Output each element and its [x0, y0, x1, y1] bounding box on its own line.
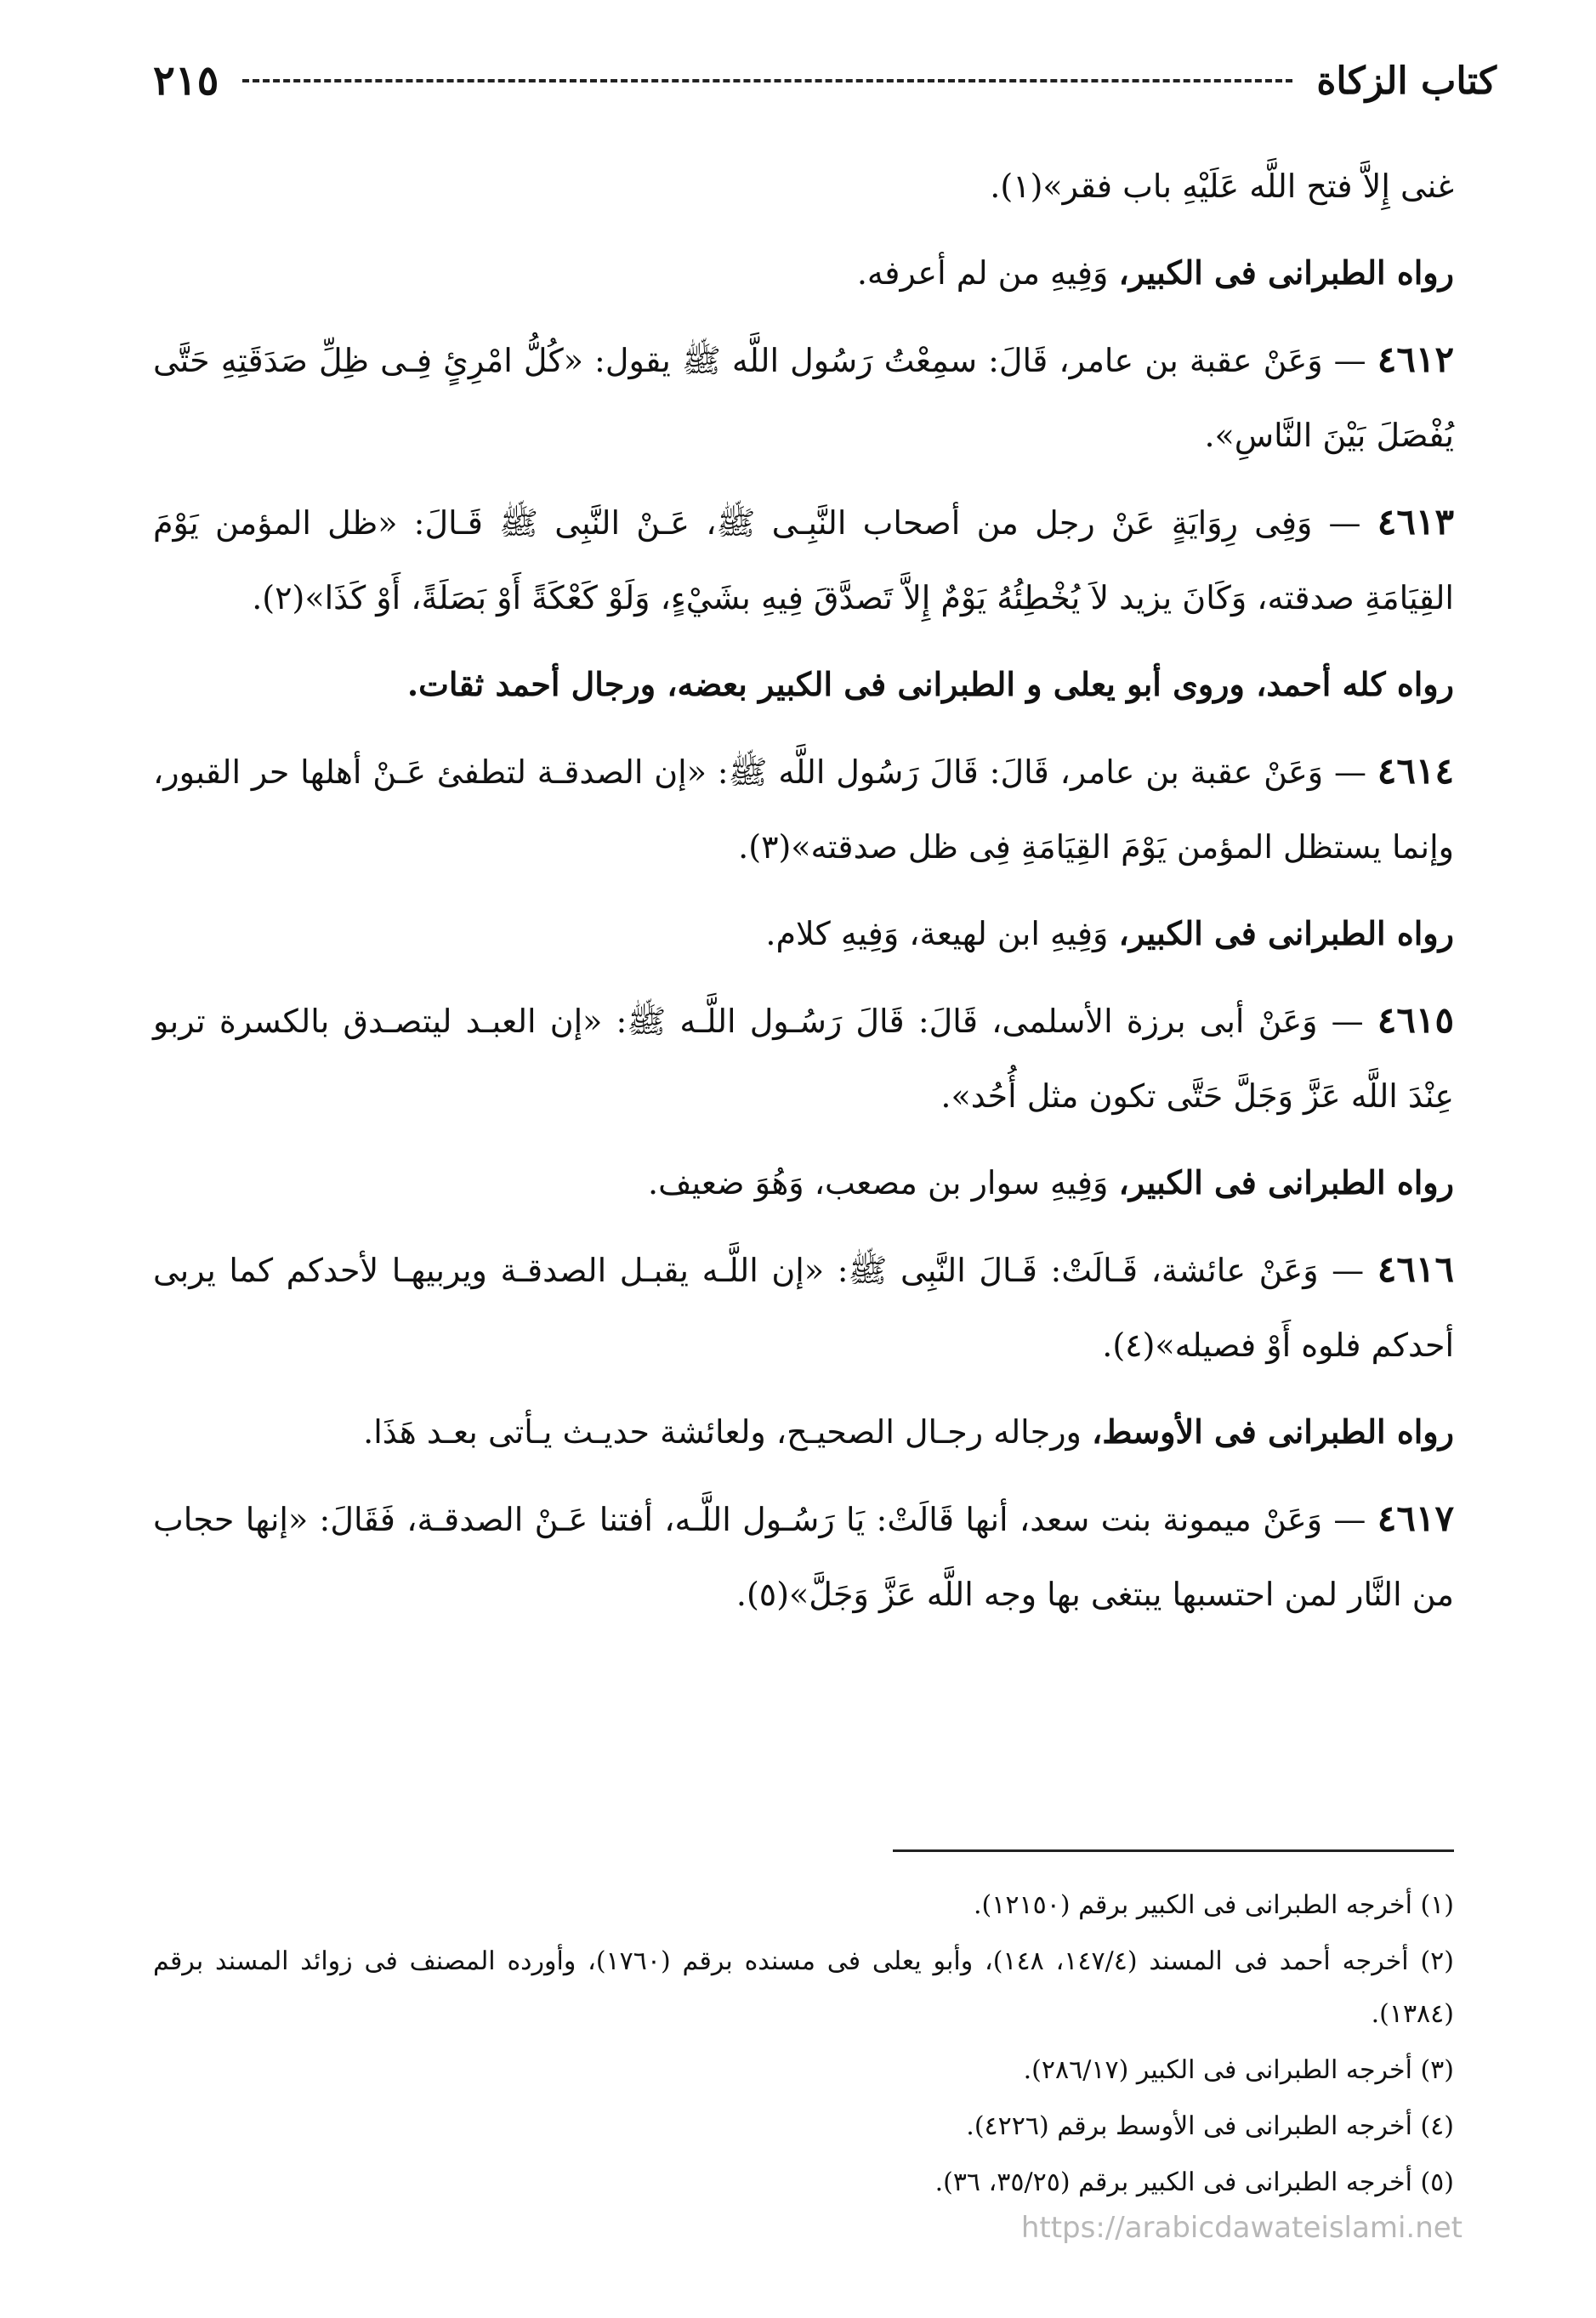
hadith-4613 — [153, 485, 1454, 635]
footnote: (٥) أخرجه الطبرانى فى الكبير برقم (٣٥/٢٥، ٣٦). — [934, 2167, 1454, 2197]
source-note: رواه الطبرانى فى الكبير، — [1118, 1163, 1454, 1202]
page-header — [153, 51, 1497, 111]
header-dashed-rule — [242, 79, 1292, 82]
hadith-text: — وَعَنْ عائشة، قَـالَتْ: قَـالَ النَّبِى ﷺ: «إن اللَّـه يقبـل الصدقـة ويربيهـا لأحدكم كما يربى أحدكم فلوه أَوْ فصيله»(٤). — [153, 1252, 1454, 1364]
paragraph — [153, 149, 1454, 224]
paragraph — [153, 1145, 1454, 1220]
page-number: ٢١٥ — [153, 57, 219, 105]
paragraph-text: غنى إِلاَّ فتح اللَّه عَلَيْهِ باب فقر»(١). — [990, 168, 1454, 205]
hadith-number: ٤٦١٣ — [1377, 501, 1454, 543]
hadith-4612 — [153, 322, 1454, 473]
footnotes — [153, 1879, 1454, 2213]
hadith-4615 — [153, 983, 1454, 1133]
hadith-text: — وَعَنْ ميمونة بنت سعد، أنها قَالَتْ: يَا رَسُـول اللَّـه، أفتنا عَـنْ الصدقـة، فَقَالَ: «إنها حجاب من النَّار لمن احتسبها يبتغى بها وجه اللَّه عَزَّ وَجَلَّ»(٥). — [153, 1501, 1454, 1613]
paragraph — [153, 647, 1454, 722]
paragraph — [153, 896, 1454, 971]
hadith-text: — وَعَنْ أبى برزة الأسلمى، قَالَ: قَالَ رَسُـول اللَّـه ﷺ: «إن العبـد ليتصـدق بالكسرة تربو عِنْدَ اللَّه عَزَّ وَجَلَّ حَتَّى تكون مثل أُحُد». — [153, 1003, 1454, 1115]
hadith-4614 — [153, 734, 1454, 884]
footnote: (١) أخرجه الطبرانى فى الكبير برقم (١٢١٥٠). — [974, 1890, 1454, 1920]
hadith-number: ٤٦١٤ — [1377, 750, 1454, 792]
paragraph-text: وَفِيهِ سوار بن مصعب، وَهُوَ ضعيف. — [648, 1164, 1119, 1202]
source-note: رواه الطبرانى فى الكبير، — [1118, 914, 1454, 952]
paragraph — [153, 1395, 1454, 1469]
hadith-number: ٤٦١٢ — [1377, 338, 1454, 380]
hadith-number: ٤٦١٦ — [1377, 1248, 1454, 1290]
source-note: رواه الطبرانى فى الأوسط، — [1092, 1412, 1454, 1451]
footnote: (٤) أخرجه الطبرانى فى الأوسط برقم (٤٢٢٦). — [966, 2111, 1454, 2141]
hadith-4616 — [153, 1232, 1454, 1383]
footnote: (٢) أخرجه أحمد فى المسند (١٤٧/٤، ١٤٨)، وأبو يعلى فى مسنده برقم (١٧٦٠)، وأورده المصنف فى زوائد المسند برقم (١٣٨٤). — [153, 1946, 1455, 2029]
watermark-url: https://arabicdawateislami.net — [1020, 2211, 1463, 2245]
footnote-separator — [893, 1849, 1454, 1852]
hadith-text: — وَعَنْ عقبة بن عامر، قَالَ: قَالَ رَسُول اللَّه ﷺ: «إن الصدقـة لتطفئ عَـنْ أهلها حر القبور، وإنما يستظل المؤمن يَوْمَ القِيَامَةِ فِى ظل صدقته»(٣). — [153, 753, 1454, 866]
hadith-text: — وَعَنْ عقبة بن عامر، قَالَ: سمِعْتُ رَسُول اللَّه ﷺ يقول: «كُلُّ امْرِئٍ فِـى ظِلِّ صَدَقَتِهِ حَتَّى يُفْصَلَ بَيْنَ النَّاسِ». — [153, 342, 1454, 454]
source-note: رواه الطبرانى فى الكبير، — [1118, 253, 1454, 292]
main-text — [153, 149, 1454, 1644]
chapter-title: كتاب الزكاة — [1316, 59, 1497, 103]
hadith-number: ٤٦١٥ — [1377, 999, 1454, 1041]
paragraph — [153, 236, 1454, 310]
footnote: (٣) أخرجه الطبرانى فى الكبير (٢٨٦/١٧). — [1023, 2055, 1454, 2085]
paragraph-text: ورجاله رجـال الصحيـح، ولعائشة حديـث يـأتى بعـد هَذَا. — [363, 1413, 1092, 1451]
hadith-4617 — [153, 1481, 1454, 1632]
paragraph-text: وَفِيهِ من لم أعرفه. — [856, 254, 1119, 292]
source-note: رواه كله أحمد، وروى أبو يعلى و الطبرانى فى الكبير بعضه، ورجال أحمد ثقات. — [406, 665, 1454, 703]
hadith-number: ٤٦١٧ — [1377, 1497, 1454, 1539]
hadith-text: — وَفِى رِوَايَةٍ عَنْ رجل من أصحاب النَّبِـى ﷺ، عَـنْ النَّبِى ﷺ قَـالَ: «ظل المؤمن يَوْمَ القِيَامَةِ صدقته، وَكَانَ يزيد لاَ يُخْطِئُهُ يَوْمٌ إِلاَّ تَصدَّقَ فِيهِ بشَيْءٍ، وَلَوْ كَعْكَةً أَوْ بَصَلَةً، أَوْ كَذَا»(٢). — [153, 504, 1454, 616]
paragraph-text: وَفِيهِ ابن لهيعة، وَفِيهِ كلام. — [765, 915, 1119, 952]
